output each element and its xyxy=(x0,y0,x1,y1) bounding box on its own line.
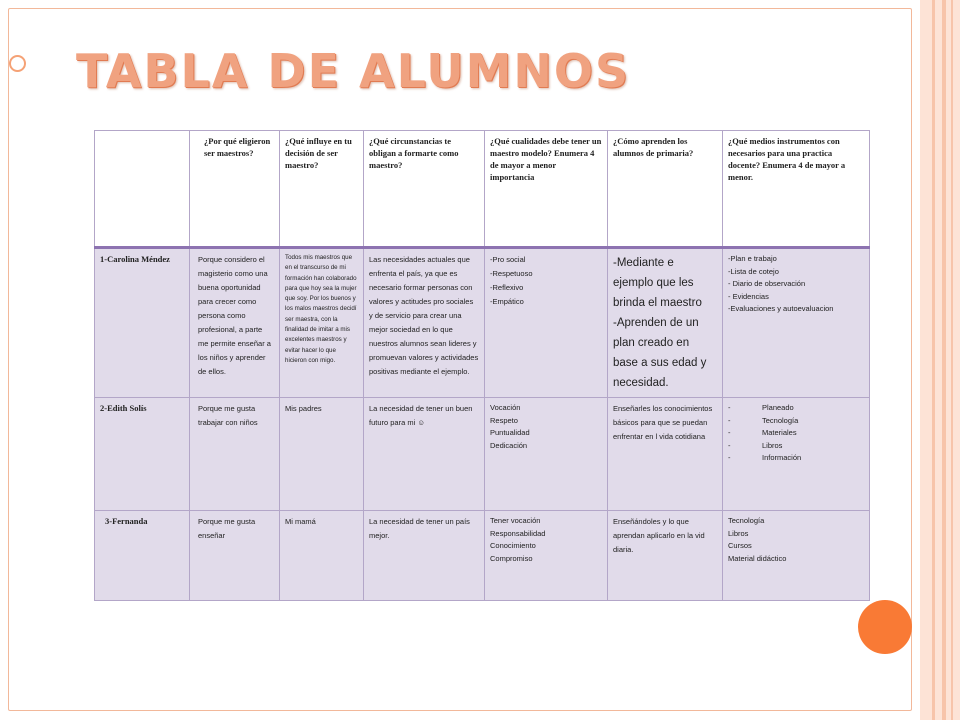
list-item: Puntualidad xyxy=(490,428,530,437)
table-row xyxy=(95,248,870,398)
list-item: -Evaluaciones y autoevaluacion xyxy=(728,304,834,313)
slide-title: TABLA DE ALUMNOS xyxy=(76,44,631,98)
cell-qualities xyxy=(485,248,608,398)
cell-circumstances: La necesidad de tener un buen futuro para mi ☺ xyxy=(364,398,485,511)
student-name: 3-Fernanda xyxy=(95,511,190,601)
list-item: - Materiales xyxy=(728,428,797,437)
list-item: - Evidencias xyxy=(728,291,769,301)
cell-qualities xyxy=(485,511,608,601)
list-item: Libros xyxy=(728,528,749,538)
list-item: - Libros xyxy=(728,440,783,450)
list-item: -Reflexivo xyxy=(490,283,524,292)
cell-influence: Mi mamá xyxy=(280,511,364,601)
list-item: Tecnología xyxy=(728,516,765,525)
list-item: Dedicación xyxy=(490,440,528,450)
cell-qualities xyxy=(485,398,608,511)
list-item: -Plan e trabajo xyxy=(728,254,777,263)
side-stripe xyxy=(932,0,935,720)
decorative-side-band xyxy=(920,0,960,720)
cell-learning: Enseñándoles y lo que aprendan aplicarlo en la vid diaria. xyxy=(608,511,723,601)
header-learning: ¿Cómo aprenden los alumnos de primaria? xyxy=(608,131,723,248)
header-circumstances: ¿Qué circunstancias te obligan a formarte como maestro? xyxy=(364,131,485,248)
list-item: Vocación xyxy=(490,403,521,412)
list-item: Material didáctico xyxy=(728,553,787,563)
table-row xyxy=(95,511,870,601)
cell-means xyxy=(723,248,870,398)
cell-influence: Todos mis maestros que en el transcurso de mi formación han colaborado para que hoy sea la mujer que soy. Por los buenos y los malos maestros decidí ser maestra, con la finalidad de imitar a mis excelentes maestros y evitar hacer lo que hicieron con migo. xyxy=(280,248,364,398)
student-name: 1-Carolina Méndez xyxy=(95,248,190,398)
list-item: -Aprenden de un plan creado en base a sus edad y necesidad. xyxy=(613,317,707,389)
header-influence: ¿Qué influye en tu decisión de ser maestro? xyxy=(280,131,364,248)
cell-circumstances: La necesidad de tener un país mejor. xyxy=(364,511,485,601)
header-qualities: ¿Qué cualidades debe tener un maestro modelo? Enumera 4 de mayor a menor importancia xyxy=(485,131,608,248)
cell-influence: Mis padres xyxy=(280,398,364,511)
side-stripe xyxy=(951,0,953,720)
list-item: Conocimiento xyxy=(490,541,536,550)
list-item: Respeto xyxy=(490,415,518,425)
title-bullet-circle xyxy=(9,55,26,72)
list-item: -Empático xyxy=(490,297,524,306)
cell-circumstances: Las necesidades actuales que enfrenta el país, ya que es necesario formar personas con valores y actitudes pro sociales y de servicio para crear una mejor sociedad en lo que nuestros alumnos sean lideres y promuevan valores y actividades positivas mediante el ejemplo. xyxy=(364,248,485,398)
list-item: Responsabilidad xyxy=(490,528,546,538)
cell-why: Porque me gusta enseñar xyxy=(190,511,280,601)
side-stripe xyxy=(942,0,946,720)
header-why-teacher: ¿Por qué eligieron ser maestros? xyxy=(190,131,280,248)
header-cell-empty xyxy=(95,131,190,248)
orange-circle-decoration xyxy=(858,600,912,654)
cell-learning xyxy=(608,248,723,398)
list-item: - Planeado xyxy=(728,403,794,412)
list-item: - Información xyxy=(728,453,802,462)
cell-means xyxy=(723,398,870,511)
list-item: Cursos xyxy=(728,541,752,550)
list-item: - Tecnología xyxy=(728,415,799,425)
table-row xyxy=(95,398,870,511)
list-item: -Lista de cotejo xyxy=(728,266,779,276)
list-item: -Pro social xyxy=(490,255,526,264)
list-item: Compromiso xyxy=(490,553,533,563)
cell-learning: Enseñarles los conocimientos básicos para que se puedan enfrentar en l vida cotidiana xyxy=(608,398,723,511)
list-item: Tener vocación xyxy=(490,516,541,525)
cell-why: Porque me gusta trabajar con niños xyxy=(190,398,280,511)
students-table xyxy=(94,130,870,601)
cell-means xyxy=(723,511,870,601)
cell-why: Porque considero el magisterio como una buena oportunidad para crecer como persona como profesional, a parte me permite enseñar a los niños y aprender de ellos. xyxy=(190,248,280,398)
table-header-row xyxy=(95,131,870,248)
header-means: ¿Qué medios instrumentos con necesarios para una practica docente? Enumera 4 de mayor a menor. xyxy=(723,131,870,248)
list-item: - Diario de observación xyxy=(728,279,806,288)
list-item: -Mediante e ejemplo que les brinda el maestro xyxy=(613,257,702,309)
student-name: 2-Edith Solís xyxy=(95,398,190,511)
list-item: -Respetuoso xyxy=(490,269,533,278)
